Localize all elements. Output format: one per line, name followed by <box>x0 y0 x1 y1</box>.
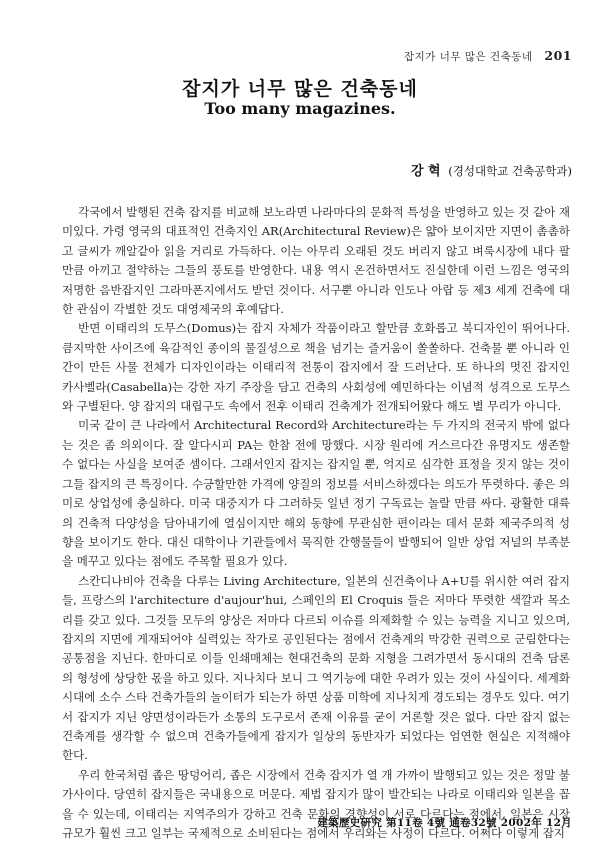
article-title-korean: 잡지가 너무 많은 건축동네 <box>182 78 418 100</box>
paragraph: 스칸디나비아 건축을 다루는 Living Architecture, 일본의 신건축이나 A+U를 위시한 여러 잡지들, 프랑스의 l'architecture d'aujour'hui, 스페인의 El Croquis 들은 저마다 뚜렷한 색깔과 목소리를 갖고 있다. 그것들 모두의 양상은 저마다 다르되 이슈를 의제화할 수 있는 능력을 지니고 있으며, 잡지의 지면에 게재되어야 실력있는 작가로 공인된다는 점에서 건축계의 막강한 권력으로 군림한다는 공통점을 지닌다. 한마디로 이들 인쇄매체는 현대건축의 문화 지형을 그려가면서 동시대의 건축 담론의 형성에 상당한 몫을 하고 있다. 지나치다 보니 그 역기능에 대한 우려가 있는 것이 사실이다. 세계화 시대에 소수 스타 건축가들의 놀이터가 되는가 하면 상품 미학에 지나치게 경도되는 경우도 있다. 여기서 잡지가 지닌 양면성이라든가 소통의 도구로서 존재 이유를 굳이 거론할 것은 없다. 다만 잡지 없는 건축계를 생각할 수 없으며 건축가들에게 잡지가 일상의 동반자가 되었다는 엄연한 현실은 지적해야 한다. <box>62 573 570 763</box>
paragraph: 각국에서 발행된 건축 잡지를 비교해 보노라면 나라마다의 문화적 특성을 반영하고 있는 것 같아 재미있다. 가령 영국의 대표적인 건축지인 AR(Architectural Review)은 얇아 보이지만 지면이 촘촘하고 글씨가 깨알같아 읽을 거리로 가득하다. 이는 아무리 오래된 것도 버리지 않고 벼룩시장에 내다 팔 만큼 아끼고 절약하는 그들의 풍토를 반영한다. 내용 역시 온건하면서도 진실한데 이런 느낌은 영국의 저명한 음반잡지인 그라마폰지에서도 받던 것이다. 서구뿐 아니라 인도나 아랍 등 제3 세계 건축에 대한 관심이 각별한 것도 대영제국의 후예답다. <box>62 205 570 317</box>
paragraph: 미국 같이 큰 나라에서 Architectural Record와 Architecture라는 두 가지의 전국지 밖에 없다는 것은 좀 의외이다. 잘 알다시피 PA는 한참 전에 망했다. 시장 원리에 거스르다간 유명지도 생존할 수 없다는 사실을 보여준 셈이다. 그래서인지 잡지는 잡지일 뿐, 억지로 심각한 표정을 짓지 않는 것이 그들 잡지의 큰 특징이다. 수긍할만한 가격에 양질의 정보를 서비스하겠다는 의도가 뚜렷하다. 좋은 의미로 상업성에 충실하다. 미국 대중지가 다 그러하듯 일년 정기 구독료는 놀랄 만큼 싸다. 광활한 대륙의 건축적 다양성을 담아내기에 열심이지만 해외 동향에 무관심한 편이라는 데서 문화 제국주의적 성향을 보이기도 한다. 대신 대학이나 기관들에서 묵직한 간행물들이 발행되어 일반 상업 저널의 부족분을 메꾸고 있다는 점에도 주목할 필요가 있다. <box>62 418 570 569</box>
paragraph: 우리 한국처럼 좁은 땅덩어리, 좁은 시장에서 건축 잡지가 열 개 가까이 발행되고 있는 것은 정말 불가사이다. 당연히 잡지들은 국내용으로 머문다. 제법 잡지가 많이 발간되는 나라로 이태리와 일본을 꼽을 수 있는데, 이태리는 지역주의가 강하고 건축 문화의 경향성이 서로 다르다는 점에서, 일본은 시장 규모가 훨씬 크고 일부는 국제적으로 소비된다는 점에서 우리와는 사정이 다르다. 어쩌다 이렇게 잡지 <box>62 767 570 840</box>
paragraph: 반면 이태리의 도무스(Domus)는 잡지 자체가 작품이라고 할만큼 호화롭고 북디자인이 뛰어나다. 큼지막한 사이즈에 육감적인 종이의 물질성으로 책을 넘기는 즐거움이 쏠쏠하다. 건축물 뿐 아니라 인간이 만든 사물 전체가 디자인이라는 이태리적 전통이 잡지에서 잘 드러난다. 또 하나의 멋진 잡지인 카사벨라(Casabella)는 강한 자기 주장을 담고 건축의 사회성에 예민하다는 이념적 성격으로 도무스와 구별된다. 양 잡지의 대립구도 속에서 전후 이태리 건축계가 전개되어왔다 해도 별 무리가 아니다. <box>62 321 570 414</box>
author-affiliation: (경성대학교 건축공학과) <box>448 164 572 178</box>
running-head <box>404 48 572 64</box>
running-head-title: 잡지가 너무 많은 건축동네 <box>403 51 533 63</box>
author-name: 강 혁 <box>410 164 441 179</box>
page-number: 201 <box>544 48 572 63</box>
article-body <box>62 203 570 843</box>
article-title-english: Too many magazines. <box>204 99 396 118</box>
author-line <box>411 160 572 179</box>
journal-citation-footer: 建築歷史硏究 第11卷 4號 通卷32號 2002年 12月 <box>317 817 572 829</box>
